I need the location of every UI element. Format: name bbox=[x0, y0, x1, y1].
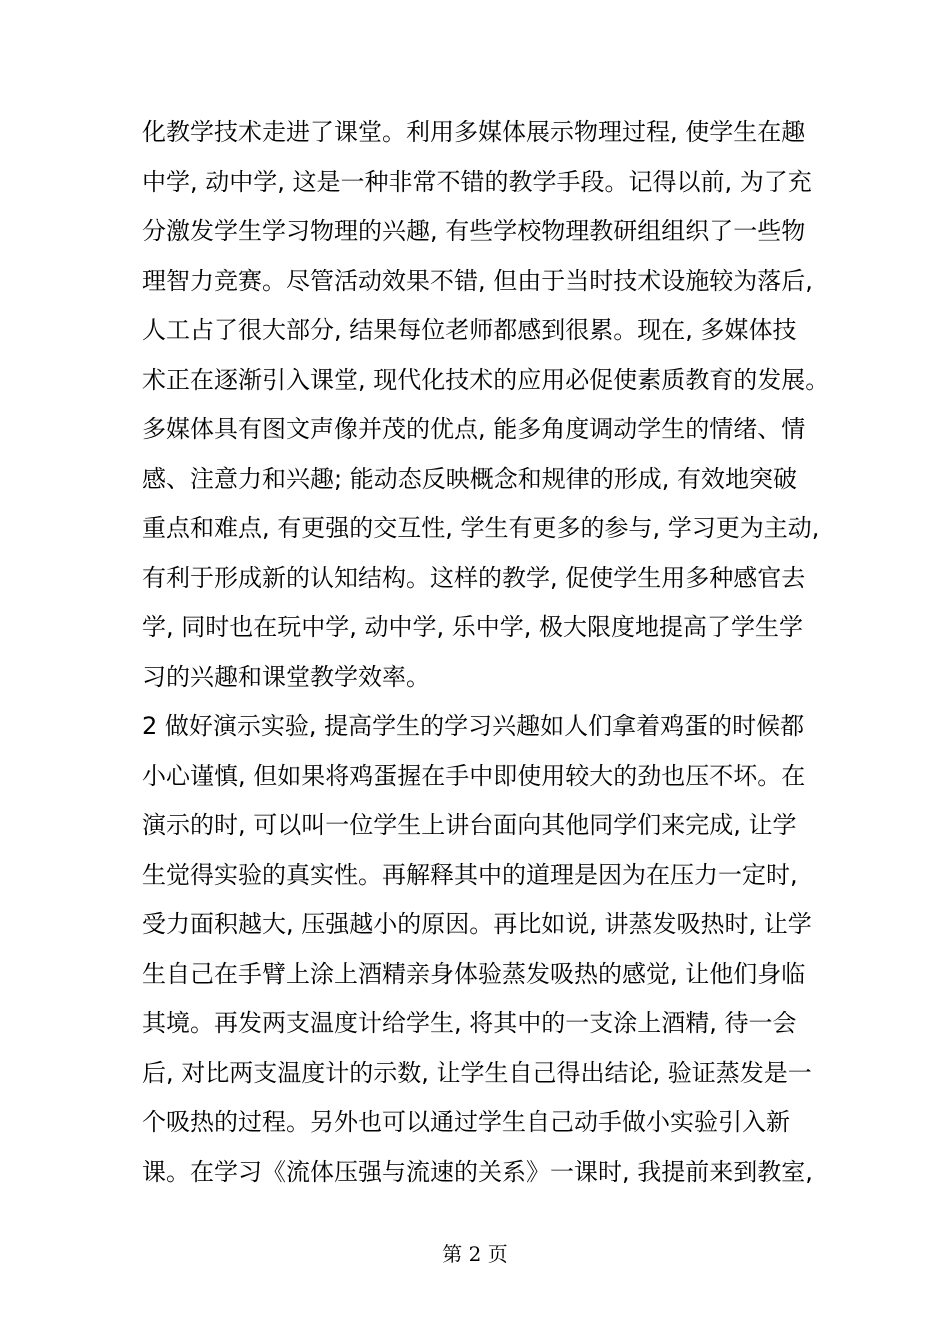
text-line: 理智力竞赛。尽管活动效果不错, 但由于当时技术设施较为落后, bbox=[142, 266, 813, 295]
page-number: 第 2 页 bbox=[442, 1242, 508, 1266]
text-line: 课。在学习《流体压强与流速的关系》一课时, 我提前来到教室, bbox=[142, 1157, 813, 1186]
text-line: 生自己在手臂上涂上酒精亲身体验蒸发吸热的感觉, 让他们身临 bbox=[142, 959, 806, 988]
text-line: 中学, 动中学, 这是一种非常不错的教学手段。记得以前, 为了充 bbox=[142, 167, 812, 196]
text-line: 学, 同时也在玩中学, 动中学, 乐中学, 极大限度地提高了学生学 bbox=[142, 613, 804, 641]
text-line: 习的兴趣和课堂教学效率。 bbox=[142, 662, 430, 691]
text-line: 小心谨慎, 但如果将鸡蛋握在手中即使用较大的劲也压不坏。在 bbox=[142, 761, 806, 790]
text-line: 后, 对比两支温度计的示数, 让学生自己得出结论, 验证蒸发是一 bbox=[142, 1058, 812, 1087]
text-line: 重点和难点, 有更强的交互性, 学生有更多的参与, 学习更为主动, bbox=[142, 514, 820, 542]
text-line: 个吸热的过程。另外也可以通过学生自己动手做小实验引入新 bbox=[142, 1108, 790, 1136]
text-line: 分激发学生学习物理的兴趣, 有些学校物理教研组组织了一些物 bbox=[142, 217, 806, 245]
text-line: 化教学技术走进了课堂。利用多媒体展示物理过程, 使学生在趣 bbox=[142, 118, 806, 146]
text-line: 生觉得实验的真实性。再解释其中的道理是因为在压力一定时, bbox=[142, 860, 798, 889]
text-line: 2 做好演示实验, 提高学生的学习兴趣如人们拿着鸡蛋的时候都 bbox=[142, 712, 805, 740]
text-line: 演示的时, 可以叫一位学生上讲台面向其他同学们来完成, 让学 bbox=[142, 811, 797, 839]
text-line: 感、注意力和兴趣; 能动态反映概念和规律的形成, 有效地突破 bbox=[142, 464, 797, 493]
text-line: 术正在逐渐引入课堂, 现代化技术的应用必促使素质教育的发展。 bbox=[142, 365, 830, 394]
text-line: 多媒体具有图文声像并茂的优点, 能多角度调动学生的情绪、情 bbox=[142, 415, 806, 443]
text-line: 有利于形成新的认知结构。这样的教学, 促使学生用多种感官去 bbox=[142, 563, 806, 592]
text-line: 人工占了很大部分, 结果每位老师都感到很累。现在, 多媒体技 bbox=[142, 316, 797, 344]
text-line: 受力面积越大, 压强越小的原因。再比如说, 讲蒸发吸热时, 让学 bbox=[142, 910, 812, 938]
text-line: 其境。再发两支温度计给学生, 将其中的一支涂上酒精, 待一会 bbox=[142, 1009, 797, 1037]
body-text bbox=[142, 108, 832, 1197]
